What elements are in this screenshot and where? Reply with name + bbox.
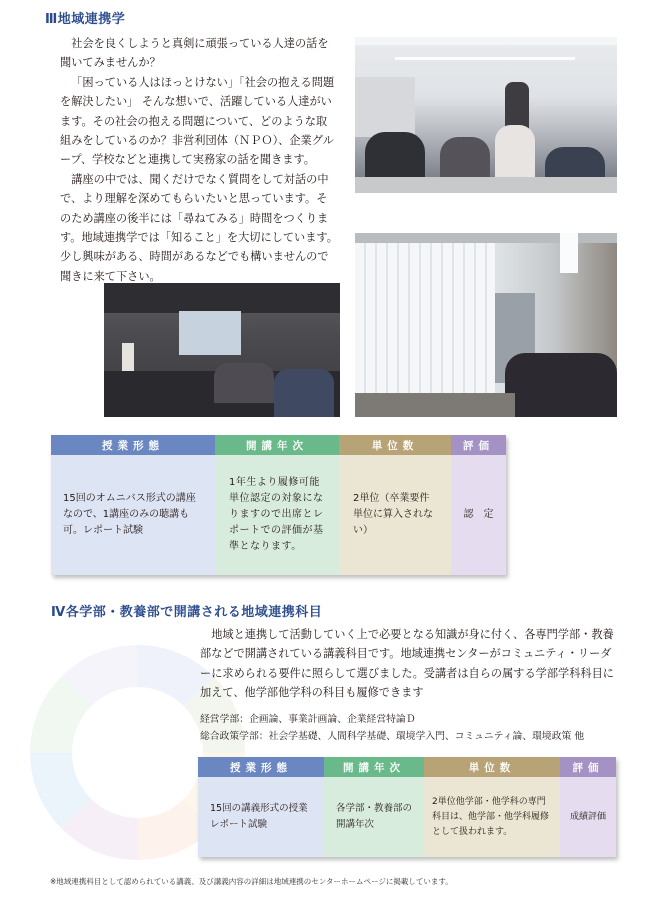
section3-title: Ⅲ地域連携学 — [45, 12, 126, 27]
table-cell-credits: 2単位（卒業要件単位に算入されない） — [339, 455, 451, 575]
example-policy: 総合政策学部：社会学基礎、人間科学基礎、環境学入門、コミュニティ論、環境政策 他 — [200, 731, 585, 742]
table-header-format: 授業形態 — [198, 757, 324, 777]
table-header-credits: 単位数 — [424, 757, 560, 777]
section3-paragraph-3: 講座の中では、聞くだけでなく質問をして対話の中で、より理解を深めてもらいたいと思っています。そのため講座の後半には「尋ねてみる」時間をつくります。地域連携学では「知ること」を大切にしています。少し興味がある、時間があるなどでも構いませんので聞きに来て下さい。 — [60, 172, 338, 283]
table-header-evaluation: 評価 — [451, 435, 506, 455]
table-cell-evaluation: 成績評価 — [560, 777, 616, 857]
table-cell-credits: 2単位他学部・他学科の専門科目は、他学部・他学科履修として扱われます。 — [424, 777, 560, 857]
example-management: 経営学部：企画論、事業計画論、企業経営特論Ｄ — [200, 714, 416, 725]
section4-course-table — [198, 757, 616, 857]
table-cell-format: 15回の講義形式の授業レポート試験 — [198, 777, 324, 857]
section4-body — [200, 625, 620, 703]
table-cell-evaluation: 認 定 — [451, 455, 506, 575]
section3-course-table — [51, 435, 506, 575]
footnote: ※地域連携科目として認められている講義、及び講義内容の詳細は地域連携のセンターホームページに掲載しています。 — [50, 877, 453, 886]
section4-title: Ⅳ各学部・教養部で開講される地域連携科目 — [51, 605, 323, 620]
table-cell-year: 各学部・教養部の開講年次 — [324, 777, 424, 857]
classroom-photo — [355, 37, 617, 193]
section3-paragraph-1: 社会を良くしようと真剣に頑張っている人達の話を聞いてみませんか？ — [60, 37, 329, 70]
section3-paragraph-2: 「困っている人はほっとけない」「社会の抱える問題を解決したい」 そんな想いで、活躍している人達がいます。その社会の抱える問題について、どのような取組みをしているのか？非営利団体（ＮＰＯ）、企業グループ、学校などと連携して実務家の話を聞きます。 — [60, 75, 335, 167]
table-header-year: 開講年次 — [324, 757, 424, 777]
section3-body — [60, 34, 338, 286]
table-header-credits: 単位数 — [339, 435, 451, 455]
section4-paragraph: 地域と連携して活動していく上で必要となる知識が身に付く、各専門学部・教養部などで開講されている講義科目です。地域連携センターがコミュニティ・リーダーに求められる要件に照らして選びました。受講者は自らの属する学部学科科目に加えて、他学部他学科の科目も履修できます — [200, 628, 614, 700]
table-cell-format: 15回のオムニバス形式の講座なので、1講座のみの聴講も可。レポート試験 — [51, 455, 215, 575]
section4-examples — [200, 711, 630, 745]
table-header-format: 授業形態 — [51, 435, 215, 455]
lecture-hall-photo — [104, 283, 340, 417]
table-cell-year: 1年生より履修可能単位認定の対象になりますので出席とレポートでの評価が基準となります。 — [215, 455, 339, 575]
table-header-evaluation: 評価 — [560, 757, 616, 777]
table-header-year: 開講年次 — [215, 435, 339, 455]
workshop-photo — [355, 233, 617, 417]
